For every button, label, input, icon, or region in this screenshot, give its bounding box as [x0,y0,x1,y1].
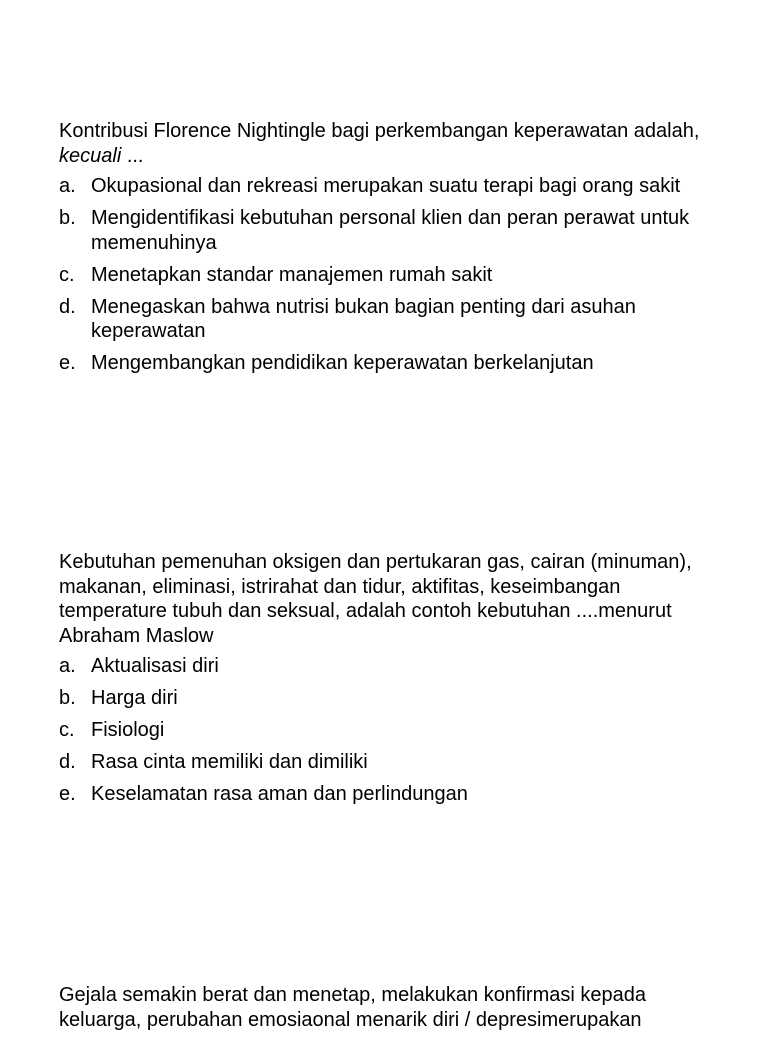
option-letter: a. [59,655,76,677]
options-list [59,174,729,376]
option-a [59,174,729,199]
option-b [59,206,729,255]
question-stem: Gejala semakin berat dan menetap, melakukan konfirmasi kepada keluarga, perubahan emosiaonal menarik diri / depresimerupakan [59,984,646,1031]
option-text: Harga diri [91,687,178,709]
option-letter: b. [59,207,76,229]
option-letter: a. [59,175,76,197]
option-letter: e. [59,352,76,374]
option-letter: c. [59,719,75,741]
option-text: Rasa cinta memiliki dan dimiliki [91,751,368,773]
option-text: Mengidentifikasi kebutuhan personal klien dan peran perawat untuk memenuhinya [91,207,690,254]
question-2 [59,550,729,814]
option-e [59,351,729,376]
option-letter: b. [59,687,76,709]
option-d [59,750,729,775]
option-letter: d. [59,751,76,773]
option-text: Menegaskan bahwa nutrisi bukan bagian penting dari asuhan keperawatan [91,295,636,342]
option-text: Okupasional dan rekreasi merupakan suatu terapi bagi orang sakit [91,175,681,197]
option-text: Keselamatan rasa aman dan perlindungan [91,783,468,805]
option-text: Aktualisasi diri [91,655,219,677]
question-stem [59,119,729,168]
option-a [59,654,729,679]
option-text: Mengembangkan pendidikan keperawatan berkelanjutan [91,352,594,374]
option-c [59,718,729,743]
question-3 [59,983,729,1038]
option-text: Fisiologi [91,719,165,741]
option-letter: d. [59,295,76,318]
stem-emphasis: kecuali [59,144,122,167]
option-letter: e. [59,783,76,805]
question-1 [59,119,729,383]
options-list [59,654,729,807]
stem-text: Kontribusi Florence Nightingle bagi perkembangan keperawatan adalah, [59,120,700,142]
stem-suffix: ... [121,144,144,167]
option-d [59,295,729,344]
option-text: Menetapkan standar manajemen rumah sakit [91,263,493,286]
option-c [59,263,729,288]
option-b [59,686,729,711]
option-letter: c. [59,263,75,286]
question-stem: Kebutuhan pemenuhan oksigen dan pertukaran gas, cairan (minuman), makanan, eliminasi, istrirahat dan tidur, aktifitas, keseimbangan temperature tubuh dan seksual, adalah contoh kebutuhan ....menurut Abraham Maslow [59,551,692,647]
option-e [59,782,729,807]
